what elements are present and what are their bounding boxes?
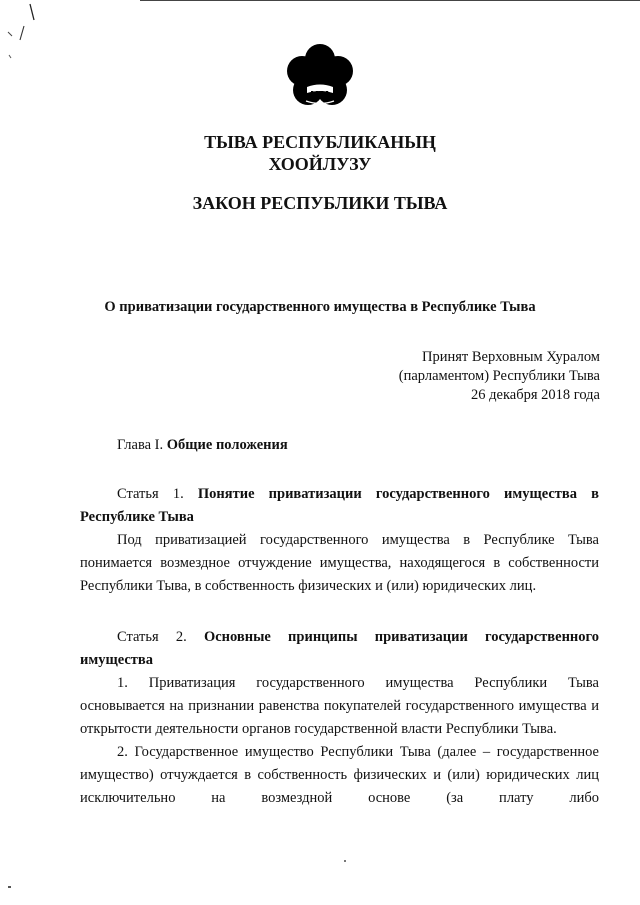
chapter-title: Общие положения — [166, 437, 288, 453]
scan-top-edge — [140, 0, 640, 1]
emblem-icon — [282, 38, 358, 114]
scan-margin-marks — [0, 0, 40, 70]
title-tuvan-line1: ТЫВА РЕСПУБЛИКАНЫҢ — [204, 132, 436, 152]
article-2-heading — [80, 626, 599, 649]
article-1-text: Под приватизацией государственного имущества в Республике Тыва понимается возмездное отчуждение имущества, находящегося в собственности Республики Тыва, в собственность физических и (или) юридических лиц. — [80, 532, 599, 594]
chapter-prefix: Глава I. — [117, 437, 164, 453]
adoption-date: 26 декабря 2018 года — [471, 387, 600, 403]
article-1-prefix: Статья 1. — [117, 486, 184, 502]
adoption-line1: Принят Верховным Хуралом — [422, 349, 600, 365]
chapter-heading — [117, 437, 288, 454]
article-1-heading — [80, 483, 599, 506]
law-title: О приватизации государственного имущества в Республике Тыва — [104, 299, 536, 315]
scan-speck-margin — [8, 886, 11, 888]
article-2-paragraph-1: 1. Приватизация государственного имущества Республики Тыва основывается на признании равенства покупателей государственного имущества и открытости деятельности органов государственной власти Республики Тыва. — [80, 675, 599, 737]
article-2-prefix: Статья 2. — [117, 629, 187, 645]
article-1-title: Понятие приватизации государственного имущества в — [197, 486, 599, 502]
title-russian: ЗАКОН РЕСПУБЛИКИ ТЫВА — [192, 193, 448, 213]
article-2 — [80, 626, 599, 810]
article-1 — [80, 483, 599, 598]
article-1-title-cont: Республике Тыва — [80, 509, 194, 525]
scan-speck — [344, 860, 346, 862]
article-2-paragraph-2: 2. Государственное имущество Республики Тыва (далее – государственное имущество) отчуждается в собственность физических и (или) юридических лиц исключительно на возмездной основе (за плату либо — [80, 744, 599, 806]
title-tuvan-line2: ХООЙЛУЗУ — [268, 154, 372, 174]
adoption-note — [399, 348, 600, 405]
article-2-title: Основные принципы приватизации государственного — [203, 629, 600, 645]
article-2-title-cont: имущества — [80, 652, 153, 668]
title-tuvan — [0, 131, 640, 175]
adoption-line2: (парламентом) Республики Тыва — [398, 368, 600, 384]
